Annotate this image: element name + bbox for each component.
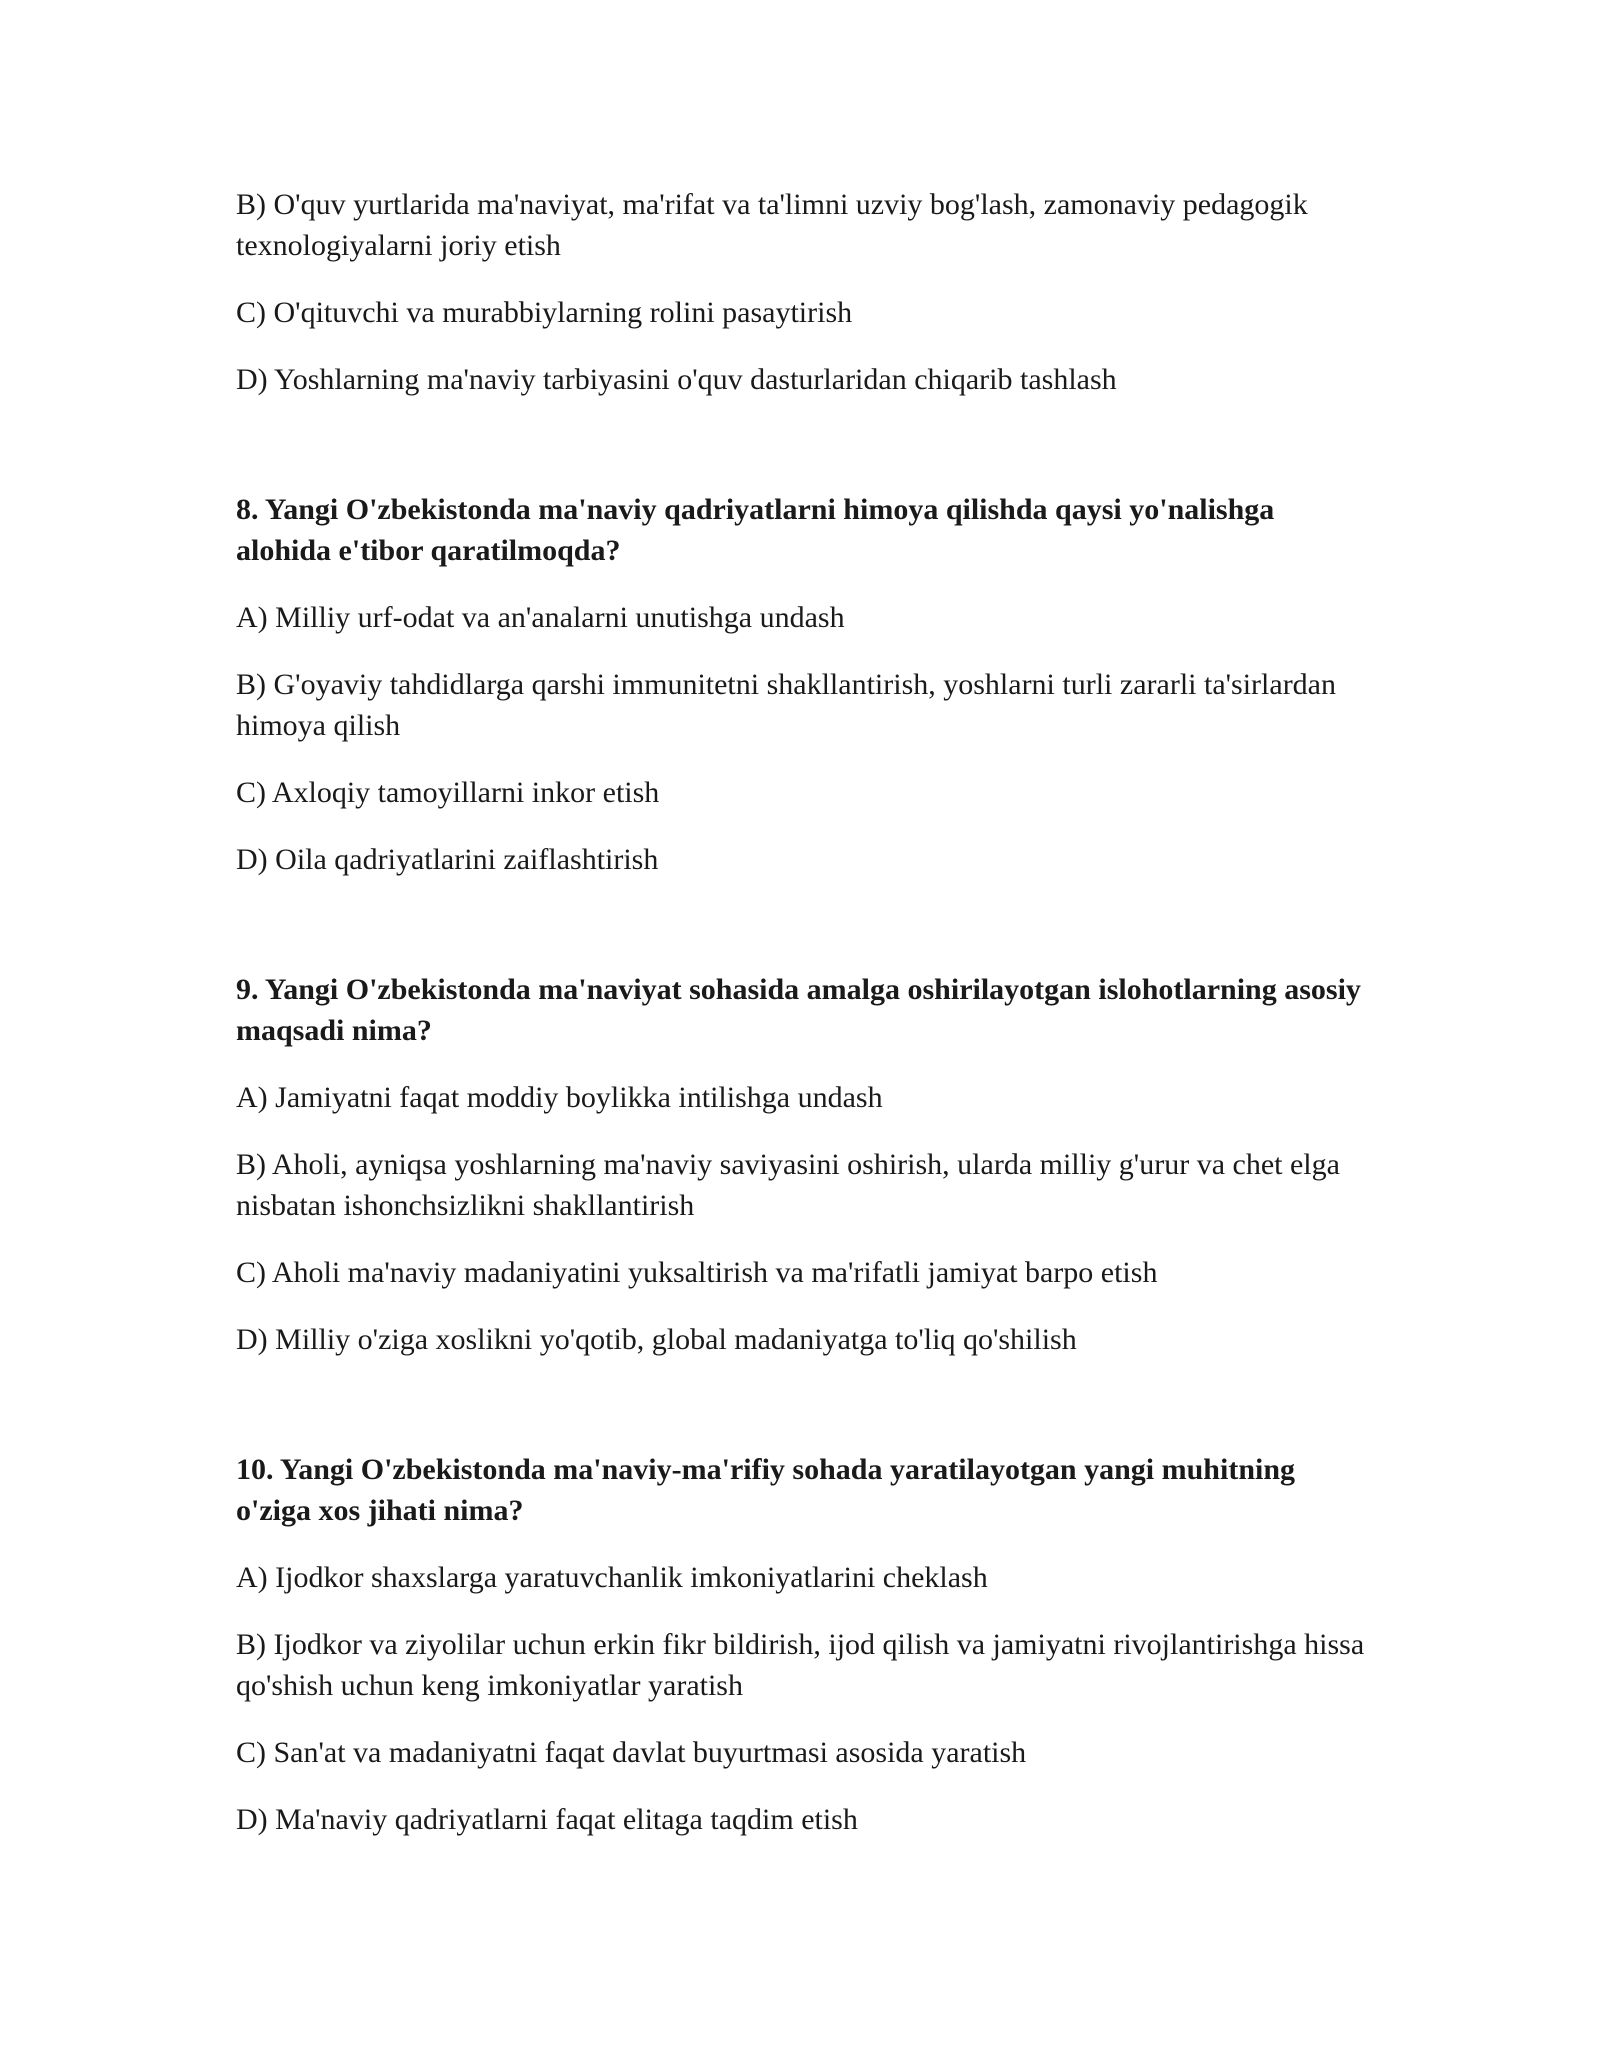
answer-option-b: B) Ijodkor va ziyolilar uchun erkin fikr bildirish, ijod qilish va jamiyatni rivojlantirishga hissa qo'shish uchun keng imkoniyatlar yaratish	[236, 1628, 1365, 1702]
document-page	[236, 184, 1376, 1866]
answer-option-c: C) Aholi ma'naviy madaniyatini yuksaltirish va ma'rifatli jamiyat barpo etish	[236, 1256, 1158, 1289]
section-gap	[236, 1386, 1376, 1449]
section-gap	[236, 906, 1376, 969]
answer-option-d: D) Yoshlarning ma'naviy tarbiyasini o'quv dasturlaridan chiqarib tashlash	[236, 363, 1117, 396]
answer-option-d: D) Oila qadriyatlarini zaiflashtirish	[236, 843, 659, 876]
question-text: 8. Yangi O'zbekistonda ma'naviy qadriyatlarni himoya qilishda qaysi yo'nalishga alohida e'tibor qaratilmoqda?	[236, 493, 1275, 567]
answer-option-a: A) Jamiyatni faqat moddiy boylikka intilishga undash	[236, 1081, 883, 1114]
question-text: 10. Yangi O'zbekistonda ma'naviy-ma'rifiy sohada yaratilayotgan yangi muhitning o'ziga xos jihati nima?	[236, 1453, 1296, 1527]
answer-option-d: D) Milliy o'ziga xoslikni yo'qotib, global madaniyatga to'liq qo'shilish	[236, 1323, 1077, 1356]
question-10	[236, 1449, 1376, 1840]
section-gap	[236, 426, 1376, 489]
answer-option-a: A) Milliy urf-odat va an'analarni unutishga undash	[236, 601, 845, 634]
question-8	[236, 489, 1376, 880]
answer-option-b: B) G'oyaviy tahdidlarga qarshi immunitetni shakllantirish, yoshlarni turli zararli ta'sirlardan himoya qilish	[236, 668, 1336, 742]
answer-option-b: B) O'quv yurtlarida ma'naviyat, ma'rifat va ta'limni uzviy bog'lash, zamonaviy pedagogik texnologiyalarni joriy etish	[236, 188, 1308, 262]
question-9	[236, 969, 1376, 1360]
answer-option-b: B) Aholi, ayniqsa yoshlarning ma'naviy saviyasini oshirish, ularda milliy g'urur va chet elga nisbatan ishonchsizlikni shakllantirish	[236, 1148, 1340, 1222]
answer-option-c: C) O'qituvchi va murabbiylarning rolini pasaytirish	[236, 296, 853, 329]
answer-option-d: D) Ma'naviy qadriyatlarni faqat elitaga taqdim etish	[236, 1803, 858, 1836]
answer-option-c: C) San'at va madaniyatni faqat davlat buyurtmasi asosida yaratish	[236, 1736, 1027, 1769]
answer-option-c: C) Axloqiy tamoyillarni inkor etish	[236, 776, 660, 809]
answer-option-a: A) Ijodkor shaxslarga yaratuvchanlik imkoniyatlarini cheklash	[236, 1561, 988, 1594]
question-text: 9. Yangi O'zbekistonda ma'naviyat sohasida amalga oshirilayotgan islohotlarning asosiy maqsadi nima?	[236, 973, 1361, 1047]
question-7-continued	[236, 184, 1376, 400]
